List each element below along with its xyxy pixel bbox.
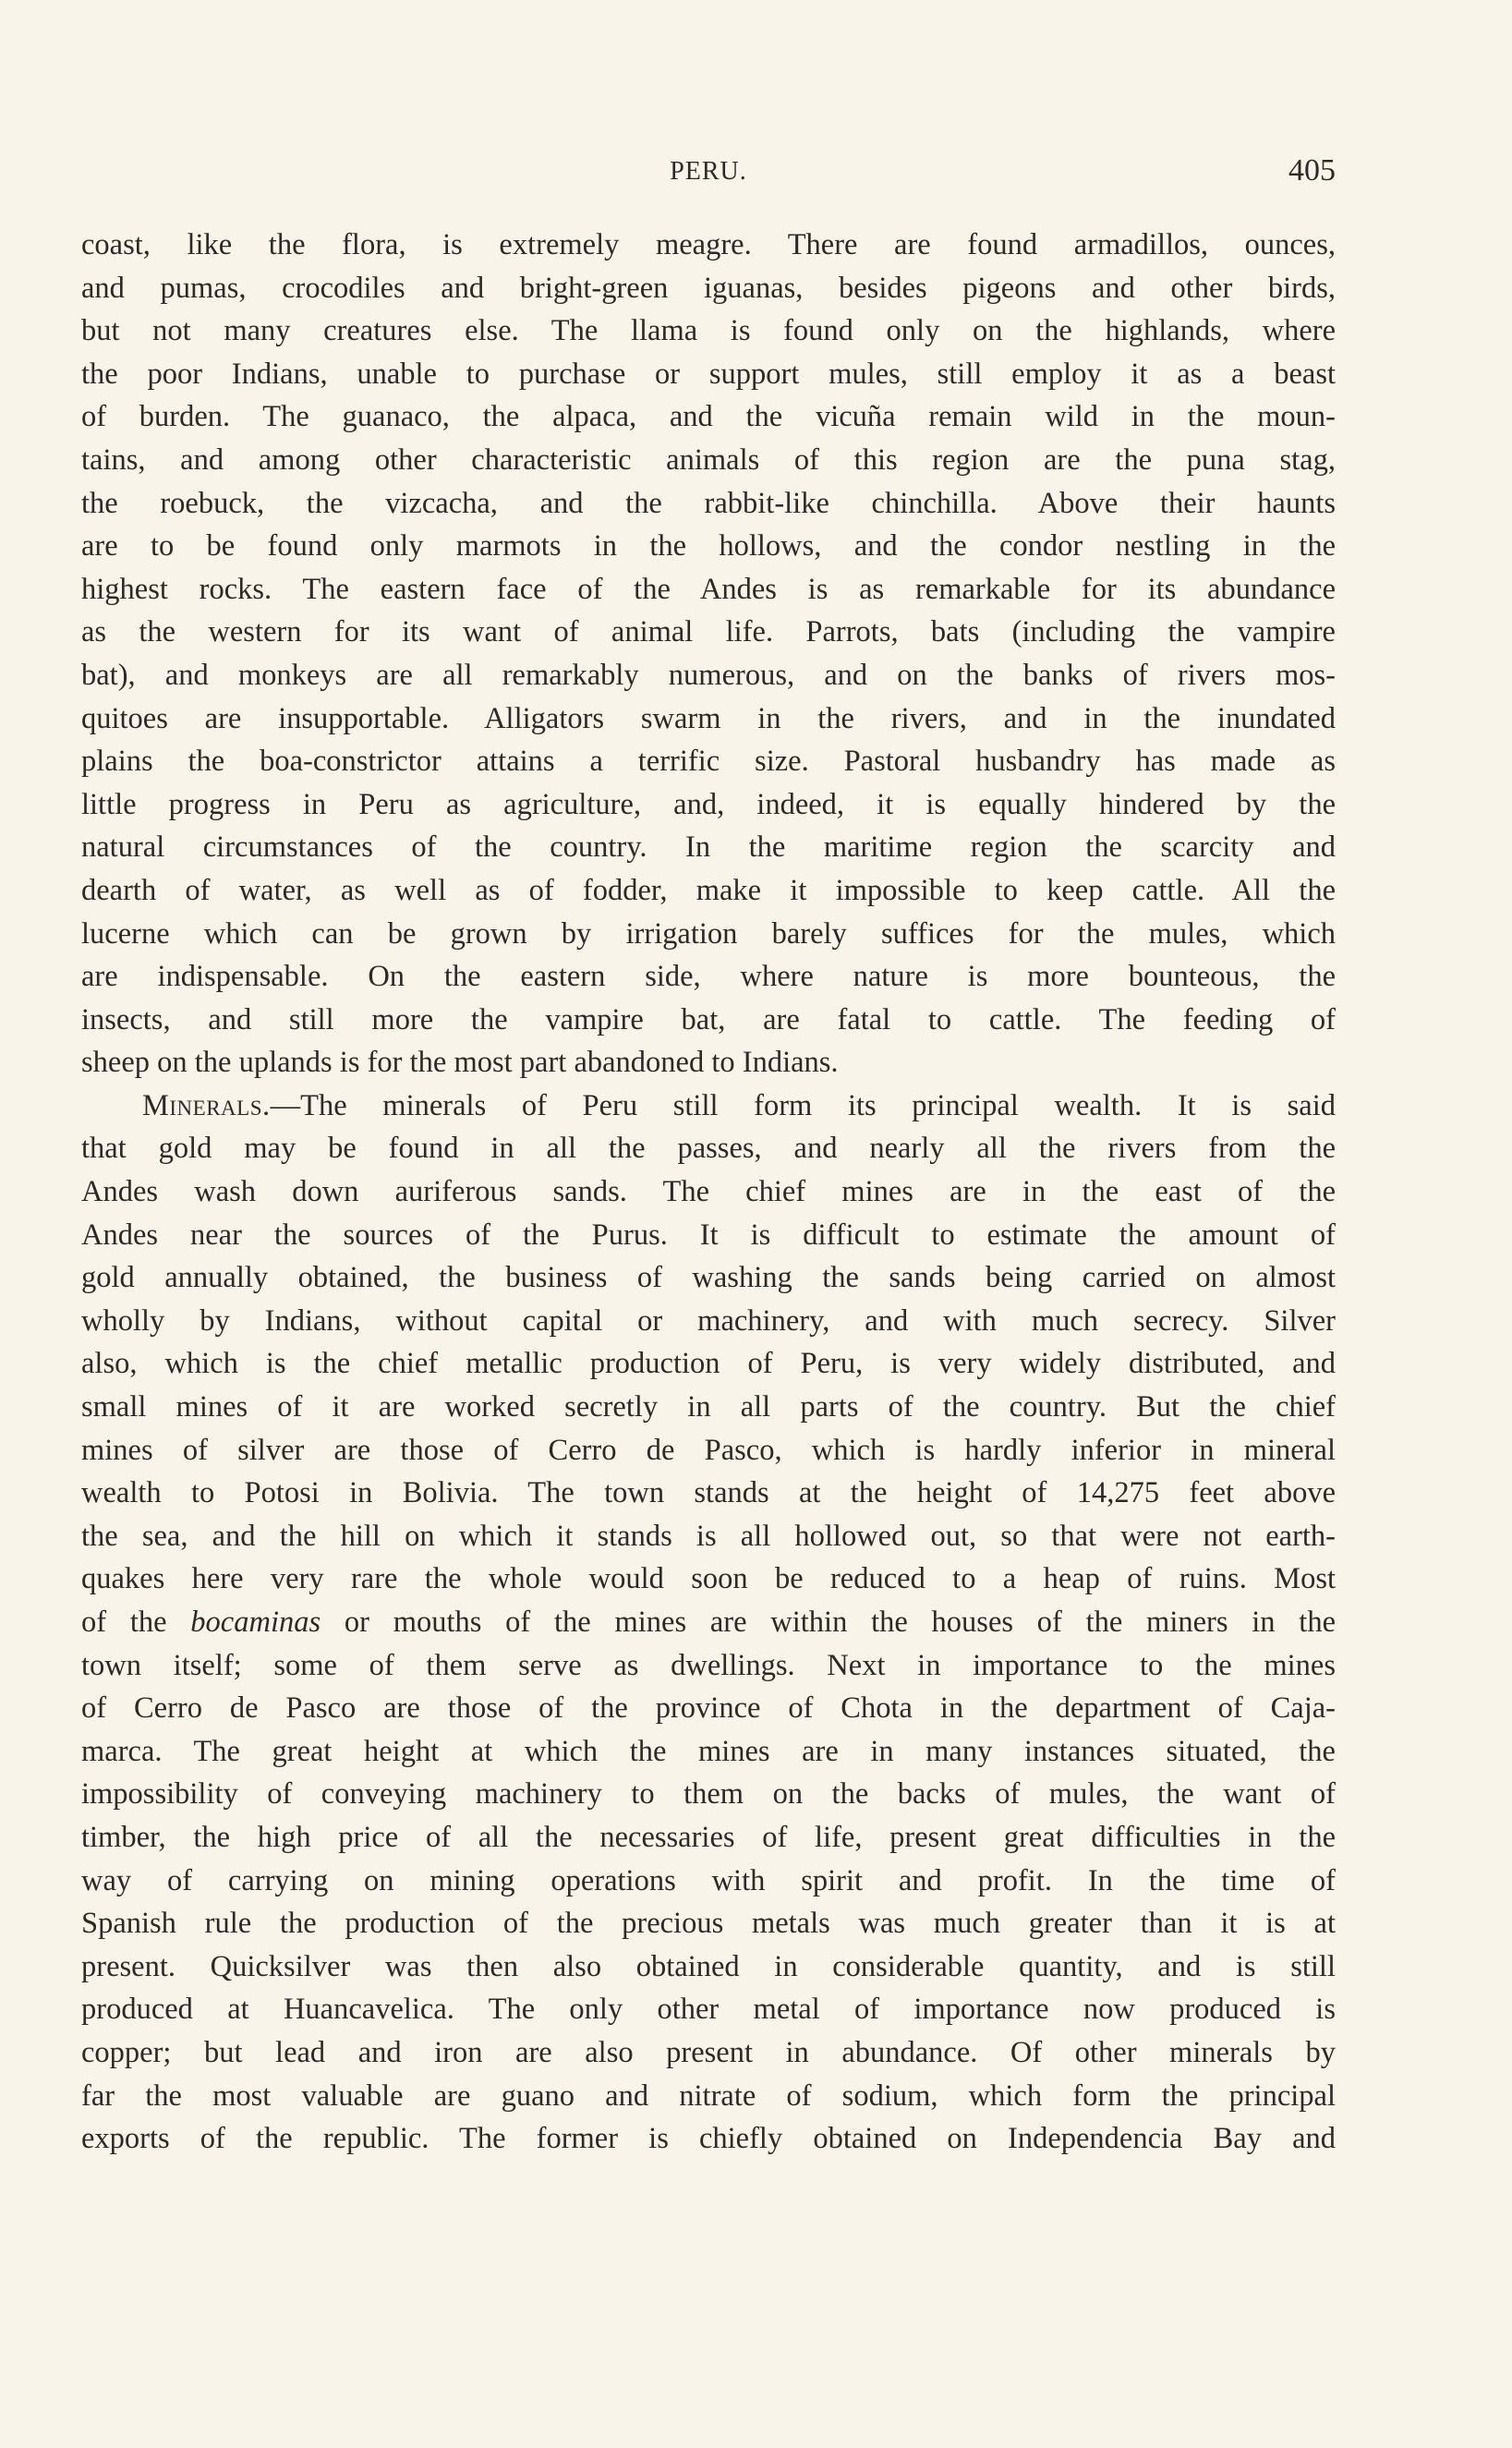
text-line: little progress in Peru as agriculture, and, indeed, it is equally hindered by the xyxy=(81,787,1336,821)
text-line: exports of the republic. The former is chiefly obtained on Independencia Bay and xyxy=(81,2122,1336,2156)
text-line: dearth of water, as well as of fodder, make it impossible to keep cattle. All the xyxy=(81,873,1336,907)
running-title: PERU. xyxy=(670,157,747,186)
text-line: the roebuck, the vizcacha, and the rabbit-like chinchilla. Above their haunts xyxy=(81,486,1336,520)
text-line: far the most valuable are guano and nitrate of sodium, which form the principal xyxy=(81,2078,1336,2113)
text-line: produced at Huancavelica. The only other metal of importance now produced is xyxy=(81,1993,1336,2027)
text-line: Spanish rule the production of the precious metals was much greater than it is at xyxy=(81,1907,1336,1941)
section-heading-minerals: Minerals. xyxy=(142,1088,271,1122)
italic-term-bocaminas: bocaminas xyxy=(190,1606,321,1639)
text-line: the poor Indians, unable to purchase or support mules, still employ it as a beast xyxy=(81,357,1336,391)
text-run: of the xyxy=(81,1606,191,1639)
text-line: are indispensable. On the eastern side, where nature is more bounteous, the xyxy=(81,960,1336,994)
text-line: also, which is the chief metallic production of Peru, is very widely distributed, and xyxy=(81,1347,1336,1381)
text-line: plains the boa-constrictor attains a terrific size. Pastoral husbandry has made as xyxy=(81,745,1336,779)
text-line: of burden. The guanaco, the alpaca, and the vicuña remain wild in the moun- xyxy=(81,400,1336,434)
text-line: way of carrying on mining operations with spirit and profit. In the time of xyxy=(81,1863,1336,1897)
text-line: wholly by Indians, without capital or machinery, and with much secrecy. Silver xyxy=(81,1303,1336,1338)
text-line: small mines of it are worked secretly in all parts of the country. But the chief xyxy=(81,1390,1336,1424)
text-line: but not many creatures else. The llama is found only on the highlands, where xyxy=(81,314,1336,348)
text-line: quitoes are insupportable. Alligators swarm in the rivers, and in the inundated xyxy=(81,701,1336,735)
running-header xyxy=(81,153,1336,190)
text-line: copper; but lead and iron are also present in abundance. Of other minerals by xyxy=(81,2035,1336,2069)
text-line: of Cerro de Pasco are those of the province of Chota in the department of Caja- xyxy=(81,1691,1336,1726)
text-line: insects, and still more the vampire bat, are fatal to cattle. The feeding of xyxy=(81,1002,1336,1036)
text-line: highest rocks. The eastern face of the Andes is as remarkable for its abundance xyxy=(81,572,1336,606)
body-text xyxy=(81,224,1336,2161)
text-line: Andes wash down auriferous sands. The chief mines are in the east of the xyxy=(81,1175,1336,1209)
text-line: quakes here very rare the whole would soon be reduced to a heap of ruins. Most xyxy=(81,1562,1336,1596)
text-line: as the western for its want of animal life. Parrots, bats (including the vampire xyxy=(81,615,1336,649)
text-line: tains, and among other characteristic animals of this region are the puna stag, xyxy=(81,442,1336,477)
text-line xyxy=(81,1601,1336,1644)
text-line: timber, the high price of all the necessaries of life, present great difficulties in the xyxy=(81,1820,1336,1854)
text-run: —The minerals of Peru still form its principal wealth. It is said xyxy=(270,1088,1336,1122)
text-line: present. Quicksilver was then also obtained in considerable quantity, and is still xyxy=(81,1949,1336,1983)
text-line: lucerne which can be grown by irrigation barely suffices for the mules, which xyxy=(81,916,1336,951)
text-line: wealth to Potosi in Bolivia. The town stands at the height of 14,275 feet above xyxy=(81,1476,1336,1510)
text-line: coast, like the flora, is extremely meagre. There are found armadillos, ounces, xyxy=(81,228,1336,261)
text-line: gold annually obtained, the business of washing the sands being carried on almost xyxy=(81,1261,1336,1295)
paragraph-fauna xyxy=(81,224,1336,1085)
text-line: the sea, and the hill on which it stands is all hollowed out, so that were not earth- xyxy=(81,1519,1336,1553)
page-number: 405 xyxy=(1288,153,1336,188)
text-line: and pumas, crocodiles and bright-green iguanas, besides pigeons and other birds, xyxy=(81,271,1336,305)
text-line: town itself; some of them serve as dwellings. Next in importance to the mines xyxy=(81,1648,1336,1682)
text-line: marca. The great height at which the mines are in many instances situated, the xyxy=(81,1734,1336,1768)
text-run: or mouths of the mines are within the houses of the miners in the xyxy=(321,1606,1337,1639)
text-line: bat), and monkeys are all remarkably numerous, and on the banks of rivers mos- xyxy=(81,658,1336,692)
text-line: natural circumstances of the country. In the maritime region the scarcity and xyxy=(81,830,1336,865)
text-line: are to be found only marmots in the hollows, and the condor nestling in the xyxy=(81,529,1336,564)
text-line: mines of silver are those of Cerro de Pasco, which is hardly inferior in mineral xyxy=(81,1433,1336,1467)
text-line: sheep on the uplands is for the most part abandoned to Indians. xyxy=(81,1046,839,1080)
text-line: Andes near the sources of the Purus. It is difficult to estimate the amount of xyxy=(81,1218,1336,1252)
paragraph-minerals xyxy=(81,1085,1336,2161)
text-line: that gold may be found in all the passes, and nearly all the rivers from the xyxy=(81,1132,1336,1166)
text-line: impossibility of conveying machinery to them on the backs of mules, the want of xyxy=(81,1777,1336,1812)
text-line xyxy=(81,1085,1336,1128)
